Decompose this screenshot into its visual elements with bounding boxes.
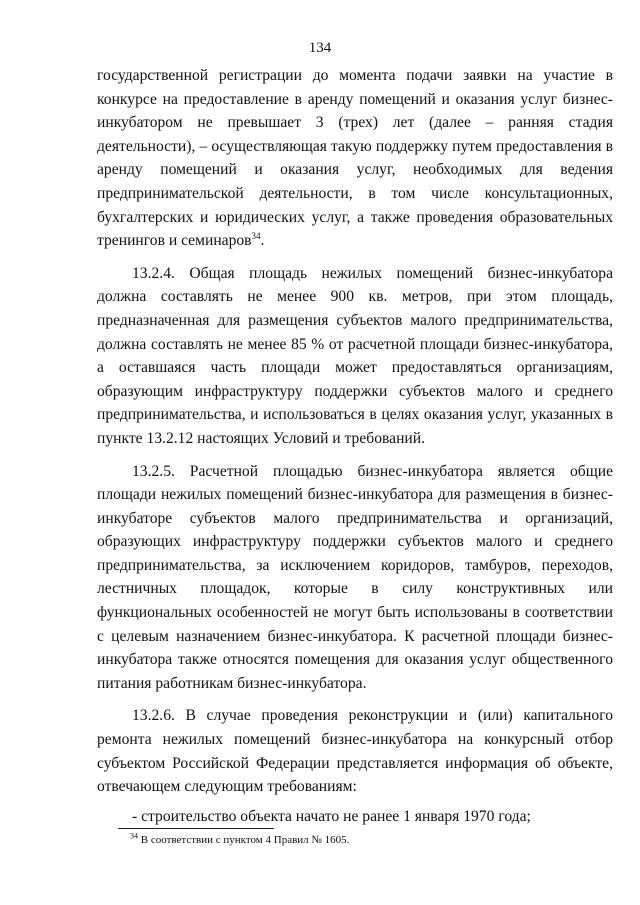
paragraph-13-2-5: 13.2.5. Расчетной площадью бизнес-инкубатора является общие площади нежилых помещений бизнес-инкубатора для размещения в бизнес-инкубаторе субъектов малого предпринимательства и организаций, образующих инфраструктуру поддержки субъектов малого и среднего предпринимательства, за исключением коридоров, тамбуров, переходов, лестничных площадок, которые в силу конструктивных или функциональных особенностей не могут быть использованы в соответствии с целевым назначением бизнес-инкубатора. К расчетной площади бизнес-инкубатора также относятся помещения для оказания услуг общественного питания работникам бизнес-инкубатора. <box>97 462 613 692</box>
footnote-marker: 34 <box>130 831 138 841</box>
paragraph-continuation <box>97 64 613 253</box>
footnote-separator <box>118 828 274 829</box>
document-body <box>97 64 613 828</box>
footnote-reference[interactable]: 34 <box>251 230 261 241</box>
page-number: 134 <box>308 40 332 56</box>
list-item: - строительство объекта начато не ранее 1 января 1970 года; <box>132 807 531 825</box>
paragraph-13-2-4: 13.2.4. Общая площадь нежилых помещений бизнес-инкубатора должна составлять не менее 900 кв. метров, при этом площадь, предназначенная для размещения субъектов малого предпринимательства, должна составлять не менее 85 % от расчетной площади бизнес-инкубатора, а оставшаяся часть площади может предоставляться организациям, образующим инфраструктуру поддержки субъектов малого и среднего предпринимательства, и использоваться в целях оказания услуг, указанных в пункте 13.2.12 настоящих Условий и требований. <box>97 264 613 447</box>
paragraph-continuation-text: государственной регистрации до момента подачи заявки на участие в конкурсе на предоставление в аренду помещений и оказания услуг бизнес-инкубатором не превышает 3 (трех) лет (далее – ранняя стадия деятельности), – осуществляющая такую поддержку путем предоставления в аренду помещений и оказания услуг, необходимых для ведения предпринимательской деятельности, в том числе консультационных, бухгалтерских и юридических услуг, а также проведения образовательных тренингов и семинаров <box>97 67 613 250</box>
paragraph-continuation-end: . <box>260 232 265 250</box>
footnote <box>130 833 349 847</box>
footnote-text: В соответствии с пунктом 4 Правил № 1605. <box>138 834 350 846</box>
paragraph-13-2-6: 13.2.6. В случае проведения реконструкции и (или) капитального ремонта нежилых помещений бизнес-инкубатора на конкурсный отбор субъектом Российской Федерации представляется информация об объекте, отвечающем следующим требованиям: <box>97 707 613 796</box>
